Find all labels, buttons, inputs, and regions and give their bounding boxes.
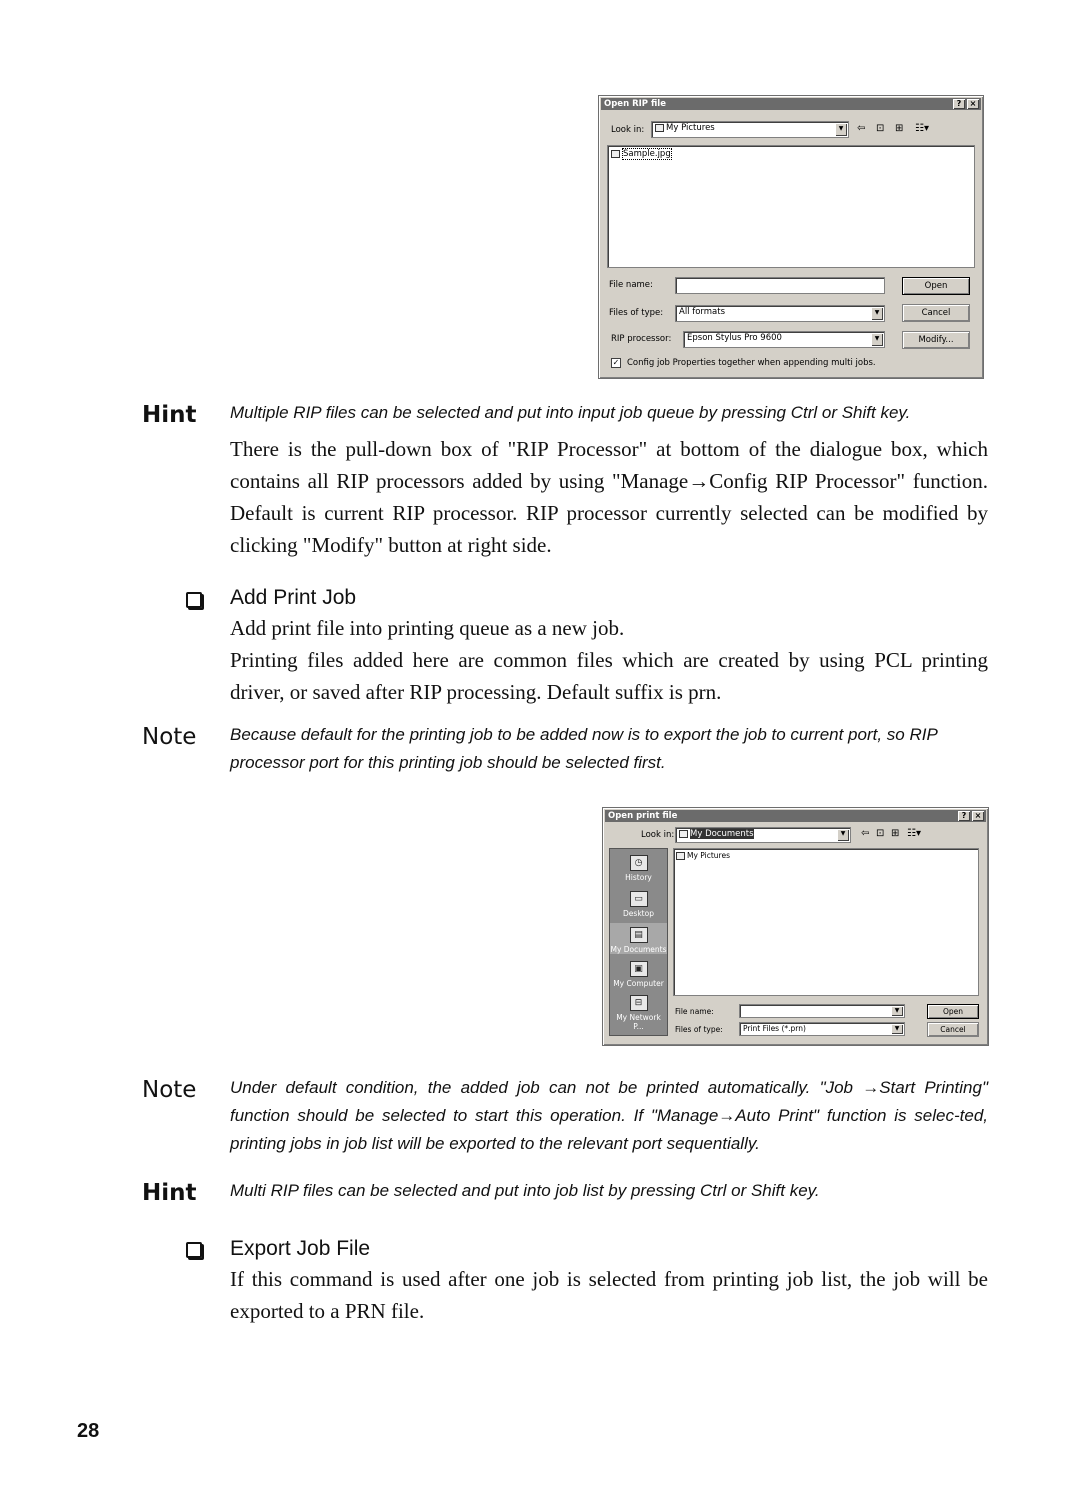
- file-name-input[interactable]: [739, 1004, 905, 1018]
- look-in-label: Look in:: [641, 830, 675, 840]
- export-job-file-description: If this command is used after one job is selected from printing job list, the job will be exported to a PRN file.: [230, 1267, 988, 1323]
- place-label: Desktop: [623, 909, 654, 918]
- my-computer-icon: ▣: [630, 961, 648, 977]
- chevron-down-icon[interactable]: ▼: [871, 333, 883, 346]
- up-folder-icon[interactable]: ⊡: [876, 123, 885, 134]
- hint-text: Multi RIP files can be selected and put into job list by pressing Ctrl or Shift key.: [230, 1181, 820, 1200]
- file-item[interactable]: [611, 149, 672, 159]
- note-text: Under default condition, the added job can not be printed automatically. "Job →Start Printing" function should be selected to start this operation. If "Manage→Auto Print" function is selec-ted, printing jobs in job list will be exported to the relevant port sequentially.: [230, 1078, 988, 1153]
- files-of-type-select[interactable]: [739, 1022, 905, 1036]
- folder-item[interactable]: [676, 851, 730, 860]
- open-rip-file-dialog: [598, 95, 984, 379]
- file-list[interactable]: [673, 848, 979, 996]
- place-my-documents[interactable]: [610, 923, 667, 954]
- modify-button[interactable]: Modify...: [902, 331, 970, 349]
- config-job-checkbox[interactable]: ✓: [612, 358, 620, 367]
- config-job-checkbox-label: Config job Properties together when appending multi jobs.: [627, 358, 876, 368]
- help-button[interactable]: ?: [958, 811, 970, 821]
- place-desktop[interactable]: [610, 891, 667, 918]
- chevron-down-icon[interactable]: ▼: [891, 1024, 903, 1034]
- page-number: 28: [77, 1420, 100, 1442]
- folder-icon: [676, 852, 685, 860]
- desktop-icon: ▭: [630, 891, 648, 907]
- look-in-select[interactable]: [675, 827, 851, 843]
- place-my-network[interactable]: [610, 995, 667, 1031]
- dialog-title: Open print file: [608, 811, 678, 821]
- files-of-type-label: Files of type:: [609, 308, 664, 318]
- files-of-type-select[interactable]: [675, 305, 885, 322]
- file-name-label: File name:: [609, 280, 653, 290]
- hint-tag: Hint: [142, 402, 197, 428]
- look-in-label: Look in:: [611, 125, 645, 135]
- folder-item-label: My Pictures: [687, 851, 730, 860]
- back-icon[interactable]: ⇦: [861, 828, 870, 839]
- section-heading-export-job-file: Export Job File: [230, 1237, 371, 1260]
- new-folder-icon[interactable]: ⊞: [895, 123, 904, 134]
- image-file-icon: [611, 150, 620, 158]
- file-name-label: File name:: [675, 1007, 714, 1016]
- chevron-down-icon[interactable]: ▼: [837, 829, 849, 841]
- add-print-job-line: Add print file into printing queue as a new job.: [230, 616, 625, 640]
- files-of-type-label: Files of type:: [675, 1025, 723, 1034]
- section-bullet-icon: [186, 1242, 202, 1258]
- open-print-file-dialog: [602, 807, 989, 1046]
- file-name-input[interactable]: [675, 277, 885, 294]
- close-button[interactable]: ×: [972, 811, 984, 821]
- add-print-job-description: Printing files added here are common files which are created by using PCL printing driver, or saved after RIP processing. Default suffix is prn.: [230, 648, 988, 704]
- dialog-title-bar: [601, 98, 981, 110]
- file-list[interactable]: [607, 145, 975, 268]
- rip-processor-label: RIP processor:: [611, 334, 672, 344]
- folder-icon: [655, 124, 664, 132]
- place-label: My Network P...: [616, 1013, 661, 1031]
- place-my-computer[interactable]: [610, 961, 667, 988]
- open-button[interactable]: Open: [902, 277, 970, 295]
- hint-text: Multiple RIP files can be selected and put into input job queue by pressing Ctrl or Shift key.: [230, 403, 911, 422]
- cancel-button[interactable]: Cancel: [927, 1022, 979, 1037]
- open-button[interactable]: Open: [927, 1004, 979, 1019]
- back-icon[interactable]: ⇦: [857, 123, 866, 134]
- folder-icon: [679, 830, 688, 838]
- section-heading-add-print-job: Add Print Job: [230, 586, 357, 609]
- look-in-value: My Pictures: [666, 123, 715, 133]
- look-in-value: My Documents: [690, 829, 754, 839]
- chevron-down-icon[interactable]: ▼: [871, 307, 883, 320]
- file-item-label: Sample.jpg: [623, 149, 671, 159]
- network-icon: ⊟: [630, 995, 648, 1011]
- rip-processor-paragraph: There is the pull-down box of "RIP Processor" at bottom of the dialogue box, which contains all RIP processors added by using "Manage→Config RIP Processor" function. Default is current RIP processor. RIP processor currently selected can be modified by clicking "Modify" button at right side.: [230, 437, 988, 557]
- rip-processor-select[interactable]: [683, 331, 885, 348]
- section-bullet-icon: [186, 592, 202, 608]
- chevron-down-icon[interactable]: ▼: [835, 123, 847, 136]
- dialog-title: Open RIP file: [604, 99, 666, 109]
- note-tag: Note: [142, 724, 197, 750]
- up-folder-icon[interactable]: ⊡: [876, 828, 885, 839]
- note-tag: Note: [142, 1077, 197, 1103]
- rip-processor-value: Epson Stylus Pro 9600: [687, 333, 782, 343]
- place-label: My Computer: [613, 979, 664, 988]
- cancel-button[interactable]: Cancel: [902, 304, 970, 322]
- hint-tag: Hint: [142, 1180, 197, 1206]
- new-folder-icon[interactable]: ⊞: [891, 828, 900, 839]
- my-documents-icon: ▤: [630, 927, 648, 943]
- view-menu-icon[interactable]: ☷▾: [907, 828, 921, 839]
- dialog-title-bar: [605, 810, 986, 822]
- help-button[interactable]: ?: [953, 99, 965, 109]
- files-of-type-value: All formats: [679, 307, 726, 317]
- history-icon: ◷: [630, 855, 648, 871]
- look-in-select[interactable]: [651, 121, 849, 138]
- view-menu-icon[interactable]: ☷▾: [915, 123, 929, 134]
- note-text: Because default for the printing job to be added now is to export the job to current port, so RIP processor port for this printing job should be selected first.: [230, 725, 938, 772]
- place-label: History: [625, 873, 652, 882]
- place-history[interactable]: [610, 855, 667, 882]
- place-label: My Documents: [610, 945, 667, 954]
- chevron-down-icon[interactable]: ▼: [891, 1006, 903, 1016]
- places-bar: [609, 848, 668, 1036]
- files-of-type-value: Print Files (*.prn): [743, 1024, 806, 1033]
- close-button[interactable]: ×: [967, 99, 979, 109]
